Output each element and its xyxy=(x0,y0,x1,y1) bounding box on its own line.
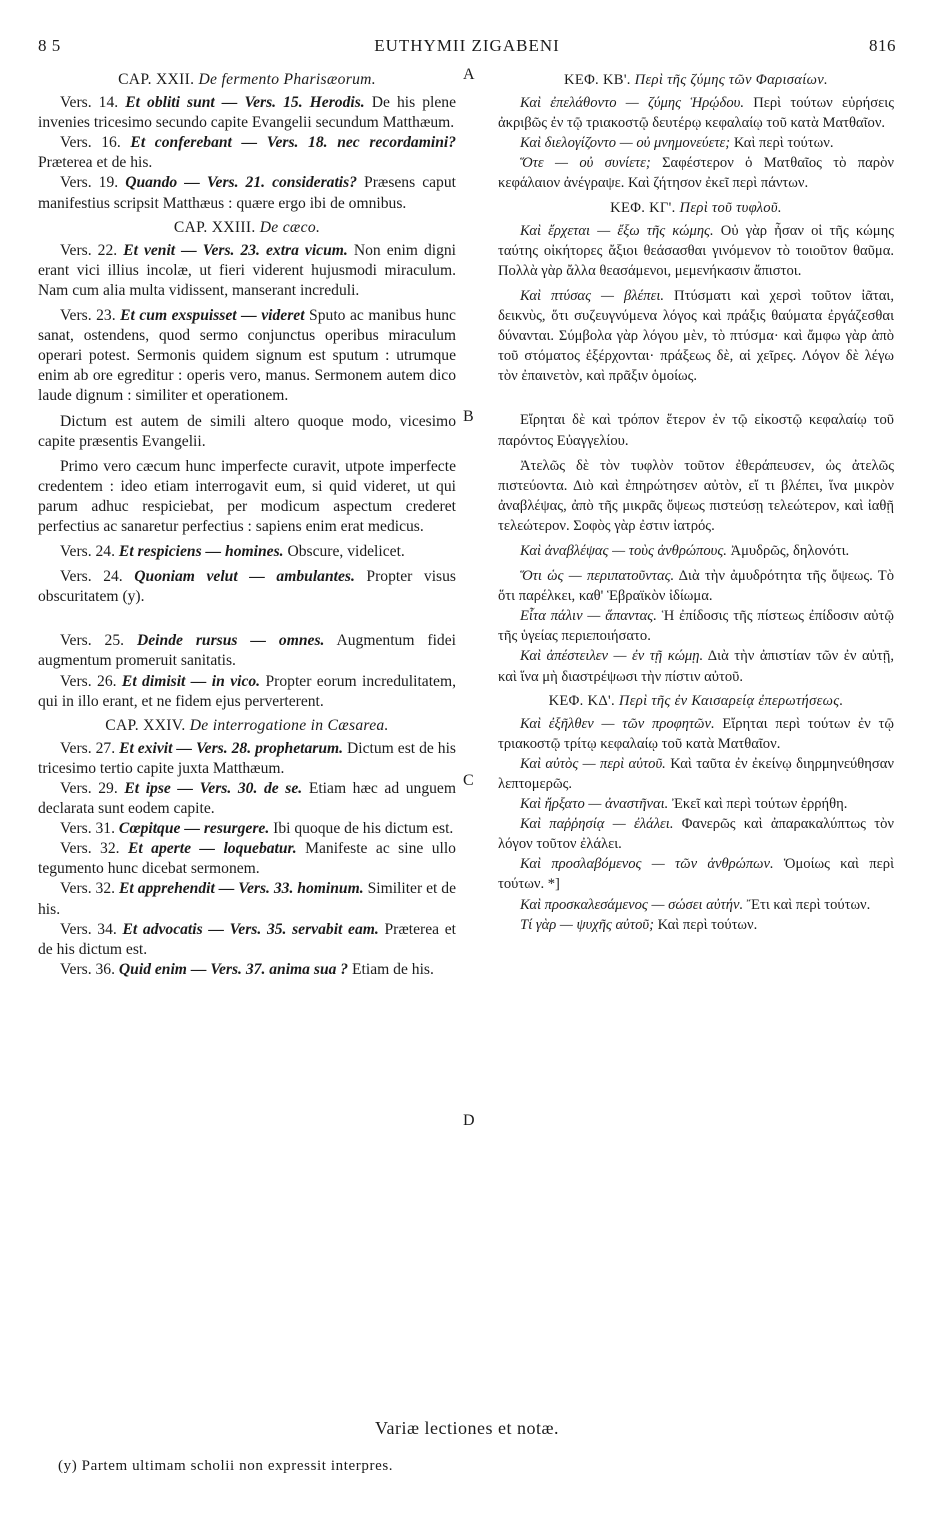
verse-note: Vers. 14. Et obliti sunt — Vers. 15. Herodis. De his plene invenies tricesimo secundo capite Evangelii secundum Matthæum. xyxy=(38,94,457,132)
verse-note: Καὶ ἀπέστειλεν — ἐν τῇ κώμῃ. Διὰ τὴν ἀπιστίαν τῶν ἐν αὐτῇ, καὶ ἵνα μὴ διαστρέψωσι τὴν πίστιν αὐτοῦ. xyxy=(498,648,895,685)
margin-marker-b: B xyxy=(463,408,474,425)
verse-note: Καὶ πτύσας — βλέπει. Πτύσματι καὶ χερσὶ τοῦτον ἰᾶται, δεικνὺς, ὅτι συζευγνύμενα λόγος καὶ πράξις θαύματα ἐργάζεσθαι δύνανται. Σύμβολα γὰρ λόγου μὲν, τὸ πτύσμα· καὶ ἄμφω γὰρ ἀπὸ τοῦ στόματος ἐξέρχονται· πράξεως δὲ, αἱ χεῖρες. Λόγον δὲ λέγω τὸν ἐπαινετὸν, καὶ πρᾶξιν ὁμοίως. xyxy=(498,287,894,385)
commentary-paragraph: Ἀτελῶς δὲ τὸν τυφλὸν τοῦτον ἐθεράπευσεν, ὡς ἀτελῶς πιστεύοντα. Διὸ καὶ ἐπηρώτησεν αὐτὸν, εἴ τι βλέπει, ἵνα μικρὸν ἀναβλέψας, ἀπὸ τῆς μικρᾶς ὄψεως πιστεύσῃ τελεώτερον, καὶ ἰαθῇ τελεώτερον. Σοφὸς γὰρ ἐστιν ἰατρός. xyxy=(498,457,894,534)
commentary-paragraph: Primo vero cæcum hunc imperfecte curavit, utpote imperfecte credentem : ideo etiam interrogavit eum, si quid videret, ut qui parum adhuc respiciebat, per modicum aspectum crederet perfectius ac sanaretur perfectius : sapiens enim erat medicus. xyxy=(38,457,456,535)
verse-note: Καὶ ἤρξατο — ἀναστῆναι. Ἐκεῖ καὶ περὶ τούτων ἐρρήθη. xyxy=(520,796,848,813)
footnote: (y) Partem ultimam scholii non expressit interpres. xyxy=(58,1458,394,1474)
verse-note: Καὶ αὐτὸς — περὶ αὐτοῦ. Καὶ ταῦτα ἐν ἐκείνῳ διηρμηνεύθησαν λεπτομερῶς. xyxy=(498,755,894,792)
verse-note: Καὶ ἐπελάθοντο — ζύμης Ἡρῴδου. Περὶ τούτων εὑρήσεις ἀκριβῶς ἐν τῷ τριακοστῷ δευτέρῳ κεφαλαίῳ τοῦ κατὰ Ματθαῖον. xyxy=(498,95,894,132)
chapter-heading: ΚΕΦ. ΚΔ'. Περὶ τῆς ἐν Καισαρείᾳ ἐπερωτήσεως. xyxy=(548,692,844,709)
margin-marker-c: C xyxy=(463,772,474,789)
chapter-heading: ΚΕΦ. ΚΓ'. Περὶ τοῦ τυφλοῦ. xyxy=(610,199,782,216)
verse-note: Vers. 26. Et dimisit — in vico. Propter eorum incredulitatem, qui in illo erant, et ne fidem ejus perverterent. xyxy=(38,672,456,710)
verse-note: Vers. 31. Cœpitque — resurgere. Ibi quoque de his dictum est. xyxy=(60,820,454,838)
verse-note: Εἶτα πάλιν — ἅπαντας. Ἡ ἐπίδοσις τῆς πίστεως ἐπίδοσιν αὐτῷ τῆς ὑγείας περιεποιήσατο. xyxy=(498,608,894,645)
verse-note: Vers. 36. Quid enim — Vers. 37. anima sua ? Etiam de his. xyxy=(60,960,434,978)
verse-note: Ὅτε — οὐ συνίετε; Σαφέστερον ὁ Ματθαῖος τὸ παρὸν κεφάλαιον ἀνέγραψε. Καὶ ζήτησον ἐκεῖ περὶ πάντων. xyxy=(498,155,894,192)
verse-note: Vers. 22. Et venit — Vers. 23. extra vicum. Non enim digni erant vici illius incolæ, ut fieri viderent hujusmodi miraculum. Nam cum alia multa vidissent, manserant increduli. xyxy=(38,241,457,299)
verse-note: Vers. 32. Et aperte — loquebatur. Manifeste ac sine ullo tegumento hunc dicebat sermonem. xyxy=(38,840,456,878)
commentary-paragraph: Dictum est autem de simili altero quoque modo, vicesimo capite præsentis Evangelii. xyxy=(38,412,456,450)
verse-note: Vers. 32. Et apprehendit — Vers. 33. hominum. Similiter et de his. xyxy=(38,880,457,918)
margin-marker-d: D xyxy=(463,1112,475,1129)
verse-note: Καὶ ἀναβλέψας — τοὺς ἀνθρώπους. Ἀμυδρῶς, δηλονότι. xyxy=(520,542,850,559)
running-header xyxy=(38,36,896,60)
verse-note: Vers. 34. Et advocatis — Vers. 35. servabit eam. Præterea et de his dictum est. xyxy=(38,920,456,958)
column-number-right: 816 xyxy=(869,36,896,55)
verse-note: Vers. 24. Quoniam velut — ambulantes. Propter visus obscuritatem (y). xyxy=(38,568,456,606)
commentary-paragraph: Εἴρηται δὲ καὶ τρόπον ἕτερον ἐν τῷ εἰκοστῷ κεφαλαίῳ τοῦ παρόντος Εὐαγγελίου. xyxy=(498,412,894,449)
verse-note: Τί γὰρ — ψυχῆς αὐτοῦ; Καὶ περὶ τούτων. xyxy=(520,916,758,933)
verse-note: Vers. 24. Et respiciens — homines. Obscure, videlicet. xyxy=(60,543,405,561)
verse-note: Καὶ διελογίζοντο — οὐ μνημονεύετε; Καὶ περὶ τούτων. xyxy=(520,135,834,152)
greek-column xyxy=(498,66,894,935)
chapter-heading: ΚΕΦ. ΚΒ'. Περὶ τῆς ζύμης τῶν Φαρισαίων. xyxy=(564,72,828,88)
chapter-heading: CAP. XXII. De fermento Pharisæorum. xyxy=(118,71,376,88)
verse-note: Καὶ ἔρχεται — ἔξω τῆς κώμης. Οὐ γὰρ ἦσαν οἱ τῆς κώμης ταύτης οἰκήτορες ἄξιοι θεάσασθαι γινόμενον τὸ τοιοῦτον θαῦμα. Πολλὰ γὰρ ἄλλα θεασάμενοι, μεμενήκασιν ἄπιστοι. xyxy=(498,222,894,279)
chapter-heading: CAP. XXIII. De cæco. xyxy=(173,218,321,236)
column-number-left: 8 5 xyxy=(38,36,61,55)
verse-note: Καὶ προσκαλεσάμενος — σώσει αὐτήν. Ἔτι καὶ περὶ τούτων. xyxy=(520,896,871,913)
margin-marker-a: A xyxy=(463,66,475,83)
verse-note: Vers. 16. Et conferebant — Vers. 18. nec recordamini? Præterea et de his. xyxy=(38,134,456,172)
verse-note: Vers. 19. Quando — Vers. 21. consideratis? Præsens caput manifestius scripsit Matthæus : quære ergo ibi de omnibus. xyxy=(38,174,456,212)
verse-note: Ὅτι ὡς — περιπατοῦντας. Διὰ τὴν ἀμυδρότητα τῆς ὄψεως. Τὸ ὅτι παρέλκει, καθ' Ἑβραϊκὸν ἰδίωμα. xyxy=(498,568,894,605)
latin-column xyxy=(38,66,456,980)
verse-note: Καὶ ἐξῆλθεν — τῶν προφητῶν. Εἴρηται περὶ τούτων ἐν τῷ τριακοστῷ τρίτῳ κεφαλαίῳ τοῦ κατὰ Ματθαῖον. xyxy=(498,715,894,752)
verse-note: Καὶ προσλαβόμενος — τῶν ἀνθρώπων. Ὁμοίως καὶ περὶ τούτων. *] xyxy=(498,856,894,893)
running-title: EUTHYMII ZIGABENI xyxy=(374,36,560,55)
verse-note: Vers. 27. Et exivit — Vers. 28. prophetarum. Dictum est de his tricesimo tertio capite juxta Matthæum. xyxy=(38,739,456,777)
verse-note: Vers. 23. Et cum exspuisset — videret Sputo ac manibus hunc sanat, ostendens, quod sermo conjunctus operibus miraculum operari potest. Sermonis quidem signum est sputum : utrumque enim ab ore egreditur : operis vero, manus. Sermonem autem dico laude dignum : similiter et operationem. xyxy=(38,307,456,405)
verse-note: Vers. 25. Deinde rursus — omnes. Augmentum fidei augmentum promeruit sanitatis. xyxy=(38,632,456,670)
notes-heading: Variæ lectiones et notæ. xyxy=(375,1418,559,1438)
verse-note: Vers. 29. Et ipse — Vers. 30. de se. Etiam hæc ad unguem declarata sunt eodem capite. xyxy=(38,780,456,818)
chapter-heading: CAP. XXIV. De interrogatione in Cæsarea. xyxy=(105,716,389,734)
verse-note: Καὶ παῤῥησίᾳ — ἐλάλει. Φανερῶς καὶ ἀπαρακαλύπτως τὸν λόγον τοῦτον ἐλάλει. xyxy=(498,816,894,853)
